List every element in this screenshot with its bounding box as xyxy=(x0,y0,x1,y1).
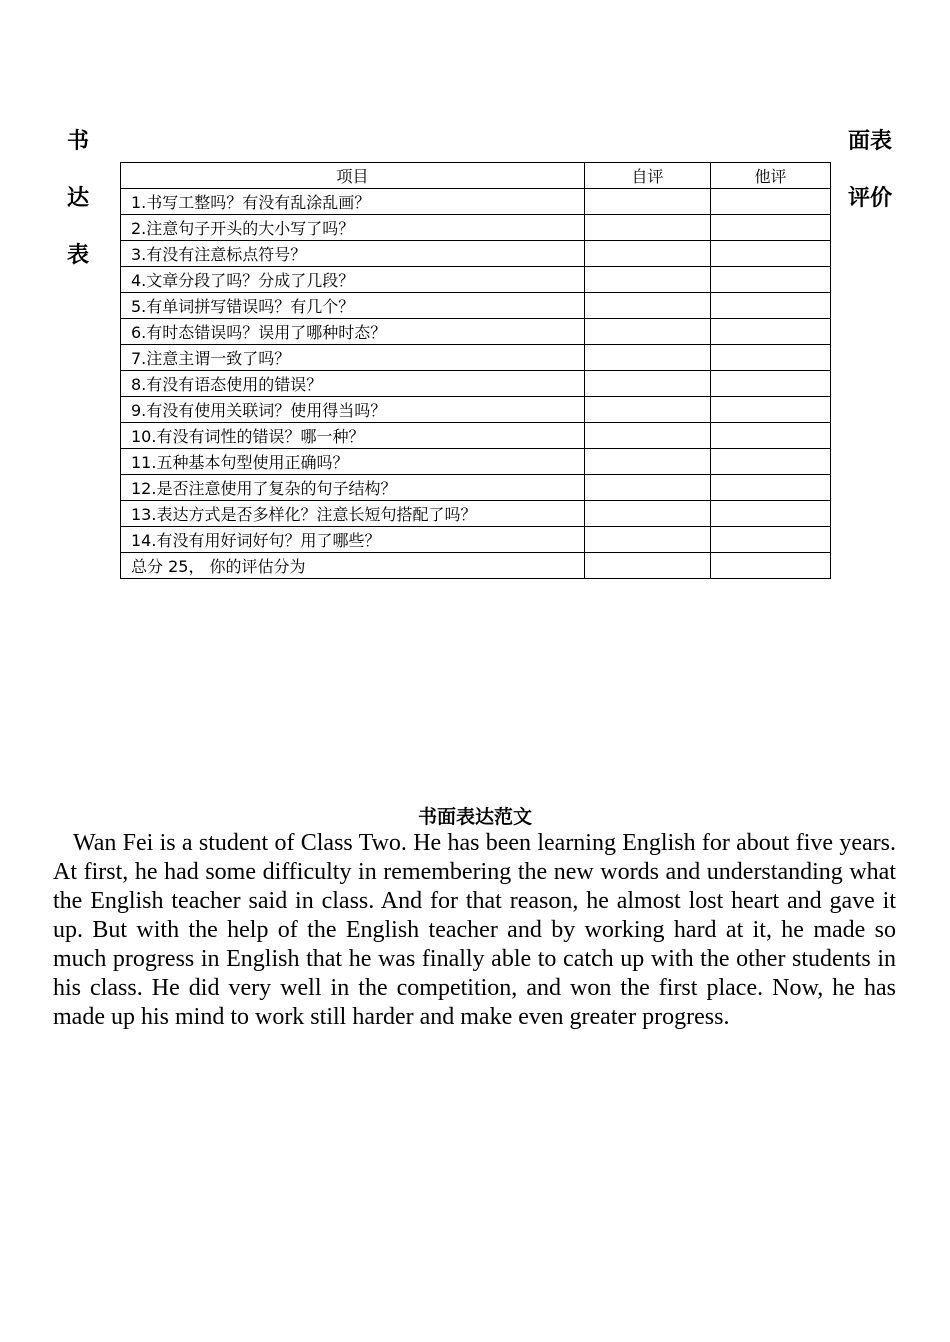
criterion-cell: 11.五种基本句型使用正确吗？ xyxy=(121,449,585,475)
criterion-cell: 2.注意句子开头的大小写了吗？ xyxy=(121,215,585,241)
table-row xyxy=(121,527,831,553)
essay-body: Wan Fei is a student of Class Two. He has been learning English for about five years. At first, he had some difficulty in remembering the new words and understanding what the English teacher said in class. And for that reason, he almost lost heart and gave it up. But with the help of the English teacher and by working hard at it, he made so much progress in English that he was finally able to catch up with the other students in his class. He did very well in the competition, and won the first place. Now, he has made up his mind to work still harder and make even greater progress. xyxy=(53,830,896,1030)
table-row xyxy=(121,241,831,267)
self-eval-cell[interactable] xyxy=(585,267,711,293)
evaluation-table xyxy=(120,162,831,579)
header-item: 项目 xyxy=(121,163,585,189)
self-eval-cell[interactable] xyxy=(585,501,711,527)
self-eval-cell[interactable] xyxy=(585,553,711,579)
criterion-cell: 10.有没有词性的错误？哪一种？ xyxy=(121,423,585,449)
table-row xyxy=(121,449,831,475)
peer-eval-cell[interactable] xyxy=(711,293,831,319)
criterion-cell: 12.是否注意使用了复杂的句子结构？ xyxy=(121,475,585,501)
peer-eval-cell[interactable] xyxy=(711,553,831,579)
criterion-cell: 总分 25， 你的评估分为 xyxy=(121,553,585,579)
self-eval-cell[interactable] xyxy=(585,293,711,319)
side-heading-char: 书 xyxy=(67,129,90,154)
peer-eval-cell[interactable] xyxy=(711,267,831,293)
peer-eval-cell[interactable] xyxy=(711,345,831,371)
peer-eval-cell[interactable] xyxy=(711,501,831,527)
table-header-row xyxy=(121,163,831,189)
table-row xyxy=(121,501,831,527)
self-eval-cell[interactable] xyxy=(585,371,711,397)
table-row xyxy=(121,475,831,501)
peer-eval-cell[interactable] xyxy=(711,527,831,553)
table-row xyxy=(121,189,831,215)
table-row xyxy=(121,215,831,241)
peer-eval-cell[interactable] xyxy=(711,319,831,345)
criterion-cell: 8.有没有语态使用的错误？ xyxy=(121,371,585,397)
side-heading-char: 达 xyxy=(67,186,90,211)
peer-eval-cell[interactable] xyxy=(711,189,831,215)
peer-eval-cell[interactable] xyxy=(711,371,831,397)
self-eval-cell[interactable] xyxy=(585,345,711,371)
criterion-cell: 5.有单词拼写错误吗？有几个？ xyxy=(121,293,585,319)
criterion-cell: 9.有没有使用关联词？使用得当吗？ xyxy=(121,397,585,423)
side-heading-char: 表 xyxy=(67,243,90,268)
peer-eval-cell[interactable] xyxy=(711,423,831,449)
peer-eval-cell[interactable] xyxy=(711,215,831,241)
essay-title: 书面表达范文 xyxy=(417,806,532,828)
table-row xyxy=(121,371,831,397)
criterion-cell: 14.有没有用好词好句？用了哪些？ xyxy=(121,527,585,553)
self-eval-cell[interactable] xyxy=(585,397,711,423)
peer-eval-cell[interactable] xyxy=(711,397,831,423)
table-row xyxy=(121,397,831,423)
self-eval-cell[interactable] xyxy=(585,423,711,449)
header-self-eval: 自评 xyxy=(585,163,711,189)
table-row xyxy=(121,553,831,579)
criterion-cell: 13.表达方式是否多样化？注意长短句搭配了吗？ xyxy=(121,501,585,527)
self-eval-cell[interactable] xyxy=(585,215,711,241)
self-eval-cell[interactable] xyxy=(585,319,711,345)
criterion-cell: 7.注意主谓一致了吗？ xyxy=(121,345,585,371)
criterion-cell: 4.文章分段了吗？分成了几段？ xyxy=(121,267,585,293)
peer-eval-cell[interactable] xyxy=(711,475,831,501)
table-row xyxy=(121,345,831,371)
table-row xyxy=(121,423,831,449)
self-eval-cell[interactable] xyxy=(585,475,711,501)
peer-eval-cell[interactable] xyxy=(711,449,831,475)
criterion-cell: 1.书写工整吗？有没有乱涂乱画？ xyxy=(121,189,585,215)
self-eval-cell[interactable] xyxy=(585,189,711,215)
side-heading-char: 评价 xyxy=(848,186,893,211)
peer-eval-cell[interactable] xyxy=(711,241,831,267)
criterion-cell: 6.有时态错误吗？误用了哪种时态？ xyxy=(121,319,585,345)
table-row xyxy=(121,319,831,345)
side-heading-char: 面表 xyxy=(848,129,893,154)
self-eval-cell[interactable] xyxy=(585,449,711,475)
self-eval-cell[interactable] xyxy=(585,241,711,267)
criterion-cell: 3.有没有注意标点符号？ xyxy=(121,241,585,267)
side-heading-right xyxy=(848,113,904,227)
self-eval-cell[interactable] xyxy=(585,527,711,553)
table-row xyxy=(121,267,831,293)
table-row xyxy=(121,293,831,319)
side-heading-left xyxy=(67,113,93,284)
header-peer-eval: 他评 xyxy=(711,163,831,189)
